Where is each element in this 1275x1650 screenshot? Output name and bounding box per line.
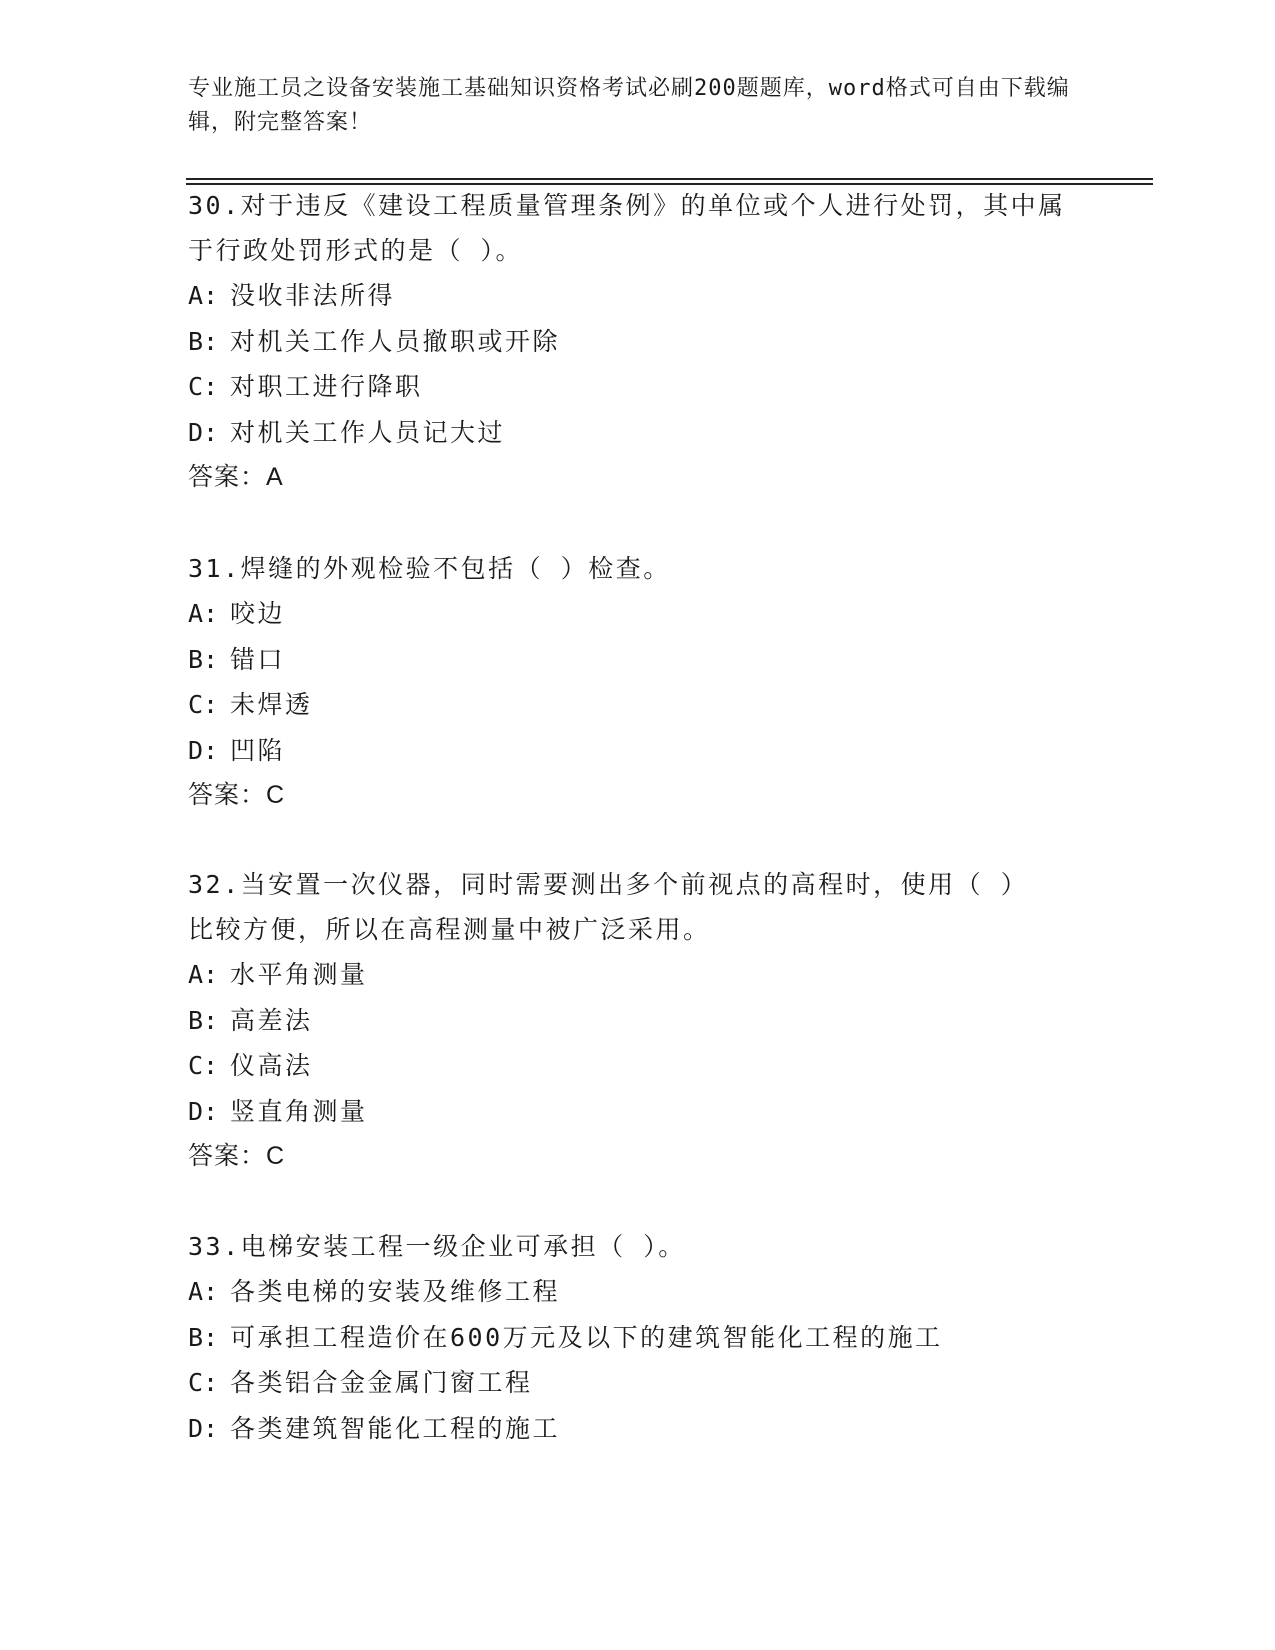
- option-letter: D:: [188, 735, 219, 765]
- document-header: 专业施工员之设备安装施工基础知识资格考试必刷200题题库，word格式可自由下载编辑，附完整答案！: [188, 76, 1070, 135]
- option-text: 对机关工作人员撤职或开除: [230, 326, 561, 356]
- question-33: [188, 1224, 1088, 1451]
- option-a: [188, 1269, 1088, 1315]
- option-text: 高差法: [230, 1005, 313, 1035]
- option-text: 竖直角测量: [230, 1096, 368, 1126]
- option-d: [188, 728, 1088, 774]
- question-30: [188, 183, 1088, 500]
- question-31: [188, 546, 1088, 818]
- option-letter: D:: [188, 1413, 219, 1443]
- option-letter: C:: [188, 1368, 219, 1397]
- option-c: [188, 682, 1088, 728]
- option-text: 未焊透: [230, 690, 313, 719]
- option-c: [188, 1043, 1088, 1089]
- option-text: 对机关工作人员记大过: [230, 417, 506, 447]
- option-d: [188, 1089, 1088, 1135]
- option-letter: C:: [188, 690, 219, 719]
- option-a: [188, 591, 1088, 637]
- question-stem: 31.焊缝的外观检验不包括（ ）检查。: [188, 554, 671, 583]
- option-text: 各类建筑智能化工程的施工: [230, 1413, 561, 1443]
- option-c: [188, 1360, 1088, 1406]
- option-letter: A:: [188, 599, 219, 628]
- question-32: [188, 862, 1088, 1179]
- option-a: [188, 952, 1088, 998]
- answer-label: 答案：C: [188, 1142, 286, 1170]
- option-text: 仪高法: [230, 1051, 313, 1080]
- option-letter: B:: [188, 1005, 219, 1035]
- option-text: 水平角测量: [230, 960, 368, 989]
- option-text: 对职工进行降职: [230, 372, 423, 401]
- answer-label: 答案：C: [188, 781, 286, 809]
- option-c: [188, 364, 1088, 410]
- option-letter: D:: [188, 1096, 219, 1126]
- option-letter: B:: [188, 326, 219, 356]
- option-d: [188, 410, 1088, 456]
- option-text: 没收非法所得: [230, 281, 396, 310]
- option-text: 各类铝合金金属门窗工程: [230, 1368, 533, 1397]
- option-text: 可承担工程造价在600万元及以下的建筑智能化工程的施工: [230, 1322, 943, 1352]
- option-b: [188, 1315, 1088, 1361]
- option-a: [188, 273, 1088, 319]
- header-divider-top: [186, 178, 1153, 180]
- option-letter: A:: [188, 1277, 219, 1306]
- option-text: 各类电梯的安装及维修工程: [230, 1277, 561, 1306]
- option-text: 错口: [230, 644, 286, 674]
- option-letter: C:: [188, 372, 219, 401]
- option-letter: A:: [188, 960, 219, 989]
- option-b: [188, 998, 1088, 1044]
- option-d: [188, 1406, 1088, 1452]
- question-stem: 33.电梯安装工程一级企业可承担（ ）。: [188, 1232, 686, 1261]
- option-text: 凹陷: [230, 735, 286, 765]
- question-stem: 30.对于违反《建设工程质量管理条例》的单位或个人进行处罚，其中属于行政处罚形式的是（ ）。: [188, 191, 1066, 265]
- option-b: [188, 637, 1088, 683]
- answer-label: 答案：A: [188, 463, 284, 491]
- option-letter: D:: [188, 417, 219, 447]
- option-letter: B:: [188, 644, 219, 674]
- question-stem: 32.当安置一次仪器，同时需要测出多个前视点的高程时，使用（ ）比较方便，所以在高程测量中被广泛采用。: [188, 870, 1029, 944]
- option-letter: B:: [188, 1322, 219, 1352]
- option-text: 咬边: [230, 599, 286, 628]
- option-letter: A:: [188, 281, 219, 310]
- option-letter: C:: [188, 1051, 219, 1080]
- option-b: [188, 319, 1088, 365]
